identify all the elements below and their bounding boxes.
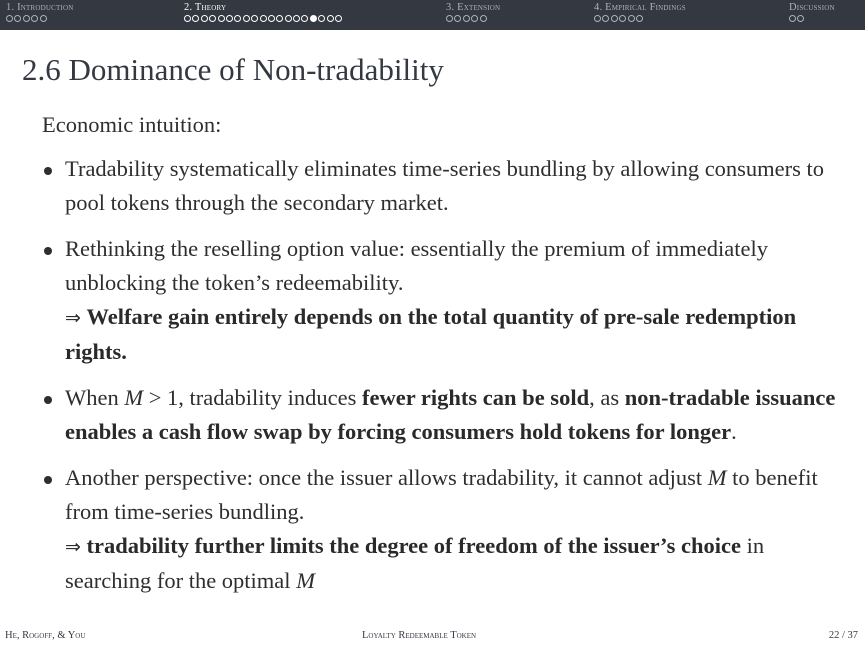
nav-frame-dot[interactable] [611,15,618,22]
nav-frame-dot[interactable] [471,15,478,22]
nav-frame-dot[interactable] [201,15,208,22]
nav-frame-dot[interactable] [602,15,609,22]
math-variable: M [296,568,315,593]
implies-arrow-icon: ⇒ [65,307,81,329]
nav-frame-dot[interactable] [619,15,626,22]
nav-section-label[interactable]: 1. Introduction [6,2,74,13]
bullet-text: . [731,419,737,444]
nav-frame-dot[interactable] [285,15,292,22]
nav-frame-dot[interactable] [268,15,275,22]
bullet-list [42,152,842,598]
list-item [42,461,842,598]
list-item [42,381,842,449]
nav-frame-dot[interactable] [628,15,635,22]
nav-frame-dot[interactable] [293,15,300,22]
bullet-text: When [65,385,125,410]
bullet-text: Rethinking the reselling option value: essentially the premium of immediately unblocking the token’s redeemability. [65,236,768,295]
nav-frame-dots [594,15,686,22]
bullet-emphasis: fewer rights can be sold [362,385,590,410]
nav-section-label[interactable]: 2. Theory [184,2,227,13]
nav-frame-dot[interactable] [636,15,643,22]
intro-text: Economic intuition: [42,112,222,137]
list-item [42,152,842,220]
nav-frame-dot[interactable] [318,15,325,22]
bullet-emphasis: non-tradable issuance enables a cash flow swap by forcing consumers hold tokens for longer [65,385,836,444]
bullet-text: in searching for the optimal [65,533,765,593]
bullet-icon [44,396,52,404]
section-navigation-bar [0,0,865,30]
nav-frame-dot[interactable] [192,15,199,22]
nav-frame-dot[interactable] [234,15,241,22]
nav-section-introduction[interactable] [6,2,74,22]
frame-content [42,108,842,610]
nav-frame-dot[interactable] [23,15,30,22]
bullet-conclusion: tradability further limits the degree of freedom of the issuer’s choice [86,533,741,558]
nav-section-theory[interactable] [184,2,342,22]
frame-title: 2.6 Dominance of Non-tradability [22,52,444,87]
math-variable: M [707,465,727,490]
nav-frame-dot[interactable] [243,15,250,22]
nav-frame-dot[interactable] [335,15,342,22]
nav-frame-dot[interactable] [6,15,13,22]
nav-section-empirical-findings[interactable] [594,2,686,22]
nav-frame-dot[interactable] [260,15,267,22]
nav-section-label[interactable]: 3. Extension [446,2,501,13]
nav-frame-dots [184,15,342,22]
nav-section-label[interactable]: Discussion [789,2,835,13]
nav-frame-dots [6,15,74,22]
nav-frame-dot[interactable] [184,15,191,22]
bullet-conclusion: Welfare gain entirely depends on the total quantity of pre-sale redemption rights. [65,304,797,364]
nav-frame-dot[interactable] [327,15,334,22]
nav-frame-dots [446,15,500,22]
nav-frame-dot[interactable] [226,15,233,22]
nav-frame-dot[interactable] [251,15,258,22]
nav-section-discussion[interactable] [789,2,835,22]
nav-frame-dot[interactable] [31,15,38,22]
nav-frame-dot[interactable] [446,15,453,22]
nav-frame-dot[interactable] [209,15,216,22]
nav-frame-dots [789,15,835,22]
bullet-icon [44,167,52,175]
footer-authors: He, Rogoff, & You [5,630,86,641]
bullet-text: to benefit from time-series bundling. [65,465,818,524]
bullet-text: Tradability systematically eliminates time-series bundling by allowing consumers to pool tokens through the secondary market. [65,156,825,215]
bullet-text: Another perspective: once the issuer allows tradability, it cannot adjust [65,465,708,490]
nav-frame-dot[interactable] [40,15,47,22]
footer-short-title: Loyalty Redeemable Token [362,630,477,641]
nav-frame-dot[interactable] [14,15,21,22]
nav-frame-dot[interactable] [594,15,601,22]
bullet-text: > 1, tradability induces [143,385,363,410]
nav-frame-dot-current[interactable] [310,15,317,22]
implies-arrow-icon: ⇒ [65,536,81,558]
footer-page-number: 22 / 37 [828,630,858,641]
nav-section-extension[interactable] [446,2,500,22]
nav-frame-dot[interactable] [301,15,308,22]
nav-frame-dot[interactable] [218,15,225,22]
nav-frame-dot[interactable] [463,15,470,22]
list-item [42,232,842,369]
nav-frame-dot[interactable] [797,15,804,22]
nav-section-label[interactable]: 4. Empirical Findings [594,2,686,13]
bullet-icon [44,247,52,255]
bullet-text: , as [589,385,625,410]
footer-bar [0,628,865,645]
bullet-icon [44,476,52,484]
nav-frame-dot[interactable] [789,15,796,22]
nav-frame-dot[interactable] [454,15,461,22]
nav-frame-dot[interactable] [480,15,487,22]
nav-frame-dot[interactable] [276,15,283,22]
math-variable: M [124,385,144,410]
